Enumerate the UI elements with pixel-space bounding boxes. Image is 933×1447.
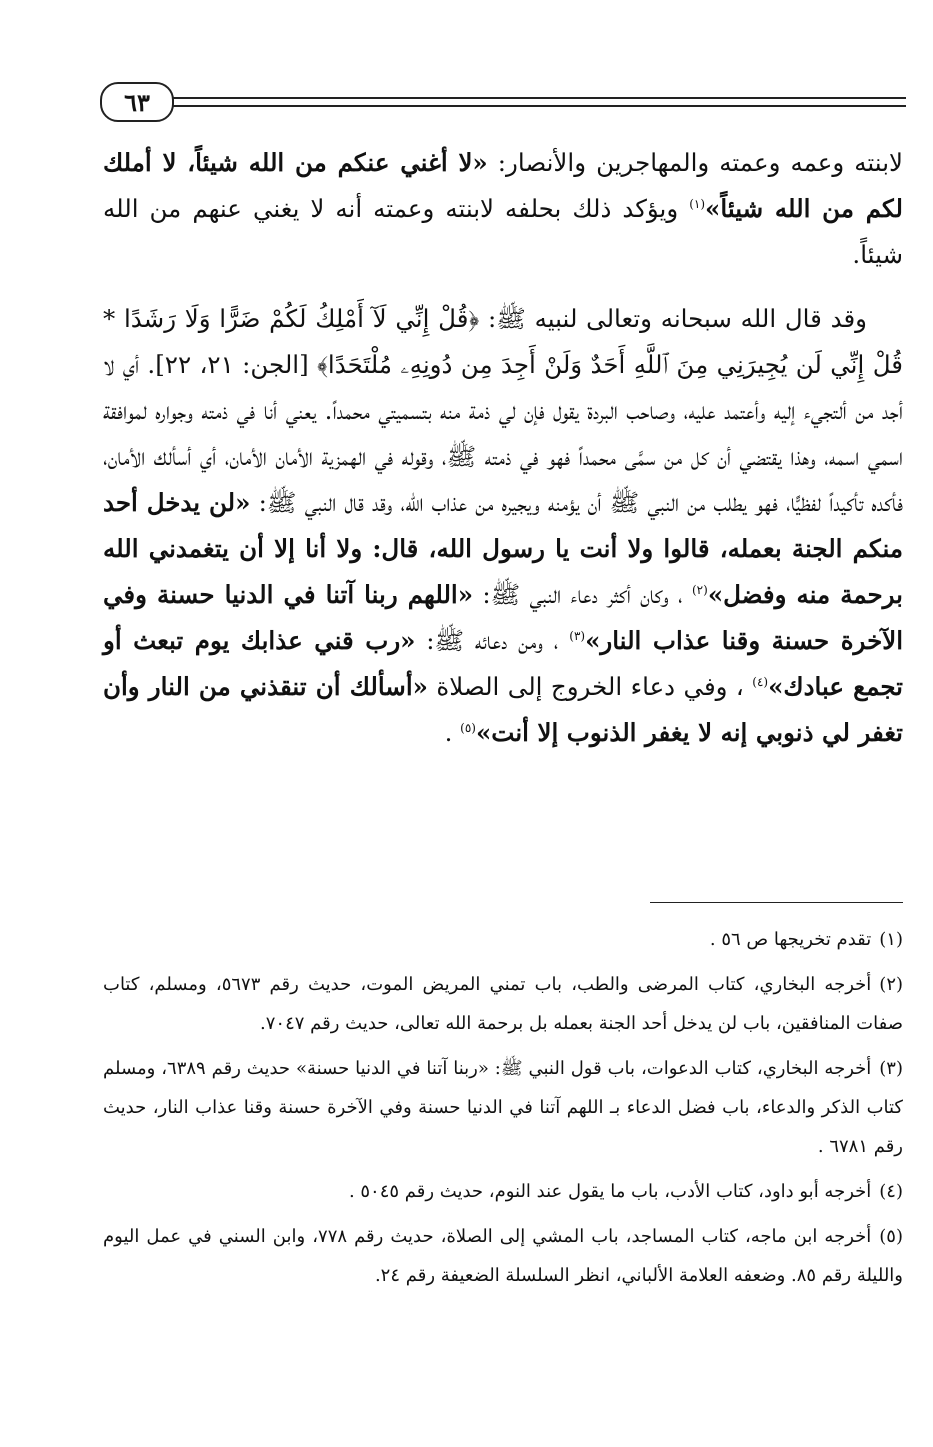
page-number: ٦٣ [124, 87, 150, 117]
hadith-quote-5: «أسألك أن تنقذني من النار وأن تغفر لي ذنوبي إنه لا يغفر الذنوب إلا أنت» [103, 672, 903, 747]
footnote-ref-3[interactable]: (٣) [569, 628, 586, 643]
hadith-quote-2: «لن يدخل أحد منكم الجنة بعمله، قالوا ولا أنت يا رسول الله، قال: ولا أنا إلا أن يتغمدني الله برحمة منه وفضل» [103, 488, 904, 609]
hadith-quote-3: «اللهم ربنا آتنا في الدنيا حسنة وفي الآخرة حسنة وقنا عذاب النار» [103, 580, 903, 655]
footnote-number: (٣) [879, 1058, 903, 1079]
page-number-frame [100, 82, 174, 122]
footnote-ref-5[interactable]: (٥) [460, 720, 476, 735]
page-header [100, 82, 906, 122]
footnote-ref-4[interactable]: (٤) [752, 674, 769, 689]
footnote-number: (٤) [879, 1181, 903, 1202]
footnote-number: (٥) [879, 1226, 903, 1247]
footnote-2 [103, 965, 903, 1043]
paragraph-2-text-6: . [444, 718, 461, 747]
footnote-separator [650, 902, 903, 903]
header-rule [172, 97, 906, 107]
paragraph-2-text-3: ، وكان أكثر دعاء النبي ﷺ: [473, 580, 692, 609]
main-text [103, 140, 903, 756]
paragraph-2-text-1: وقد قال الله سبحانه وتعالى لنبيه ﷺ: [479, 304, 868, 333]
footnote-ref-2[interactable]: (٢) [691, 582, 708, 597]
paragraph-1-text-2: ويؤكد ذلك بحلفه لابنته وعمته أنه لا يغني عنهم من الله شيئاً. [103, 194, 903, 269]
paragraph-2-text-2: [الجن: ٢١، ٢٢]. أي لا أجد من ألتجيء إليه وأعتمد عليه، وصاحب البردة يقول فإن لي ذمة منه بتسميتي محمداً. يعني أنا في ذمته وجواره لموافقة اسمي اسمه، وهذا يقتضي أن كل من سمَّى محمداً فهو في ذمته ﷺ، وقوله في الهمزية الأمان الأمان، أي أسألك الأمان، فأكده تأكيداً لفظيًّا، فهو يطلب من النبي ﷺ أن يؤمنه ويجيره من عذاب الله، وقد قال النبي ﷺ: [103, 350, 903, 517]
paragraph-2-text-4: ، ومن دعائه ﷺ: [415, 626, 570, 655]
paragraph-2-text-5: ، وفي دعاء الخروج إلى الصلاة [427, 672, 753, 701]
footnote-text: تقدم تخريجها ص ٥٦ . [709, 929, 872, 950]
footnote-text: أخرجه البخاري، كتاب الدعوات، باب قول النبي ﷺ: «ربنا آتنا في الدنيا حسنة» حديث رقم ٦٣٨٩، ومسلم كتاب الذكر والدعاء، باب فضل الدعاء بـ اللهم آتنا في الدنيا حسنة وفي الآخرة حسنة وقنا عذاب النار، حديث رقم ٦٧٨١ . [103, 1058, 903, 1157]
quran-verse: ﴿قُلْ إِنِّي لَآ أَمْلِكُ لَكُمْ ضَرًّا وَلَا رَشَدًا * قُلْ إِنِّي لَن يُجِيرَنِي مِنَ ٱللَّهِ أَحَدٌ وَلَنْ أَجِدَ مِن دُونِهِۦ مُلْتَحَدًا﴾ [103, 304, 903, 379]
footnote-1 [103, 920, 903, 959]
footnote-5 [103, 1217, 903, 1295]
footnote-text: أخرجه أبو داود، كتاب الأدب، باب ما يقول عند النوم، حديث رقم ٥٠٤٥ . [348, 1181, 872, 1202]
footnote-text: أخرجه ابن ماجه، كتاب المساجد، باب المشي إلى الصلاة، حديث رقم ٧٧٨، وابن السني في عمل اليوم والليلة رقم ٨٥. وضعفه العلامة الألباني، انظر السلسلة الضعيفة رقم ٢٤. [103, 1226, 903, 1286]
footnotes [103, 920, 903, 1301]
hadith-quote-4: «رب قني عذابك يوم تبعث أو تجمع عبادك» [103, 626, 903, 701]
paragraph-2 [103, 296, 903, 756]
footnote-number: (١) [879, 929, 903, 950]
footnote-ref-1[interactable]: (١) [689, 196, 706, 211]
paragraph-1 [103, 140, 903, 278]
footnote-number: (٢) [879, 974, 904, 995]
footnote-text: أخرجه البخاري، كتاب المرضى والطب، باب تمني المريض الموت، حديث رقم ٥٦٧٣، ومسلم، كتاب صفات المنافقين، باب لن يدخل أحد الجنة بعمله بل برحمة الله تعالى، حديث رقم ٧٠٤٧. [103, 974, 903, 1034]
footnote-4 [103, 1172, 903, 1211]
hadith-quote-1: «لا أغني عنكم من الله شيئاً، لا أملك لكم من الله شيئاً» [103, 148, 903, 223]
footnote-3 [103, 1049, 903, 1166]
paragraph-1-text-1: لابنته وعمه وعمته والمهاجرين والأنصار: [487, 148, 903, 177]
